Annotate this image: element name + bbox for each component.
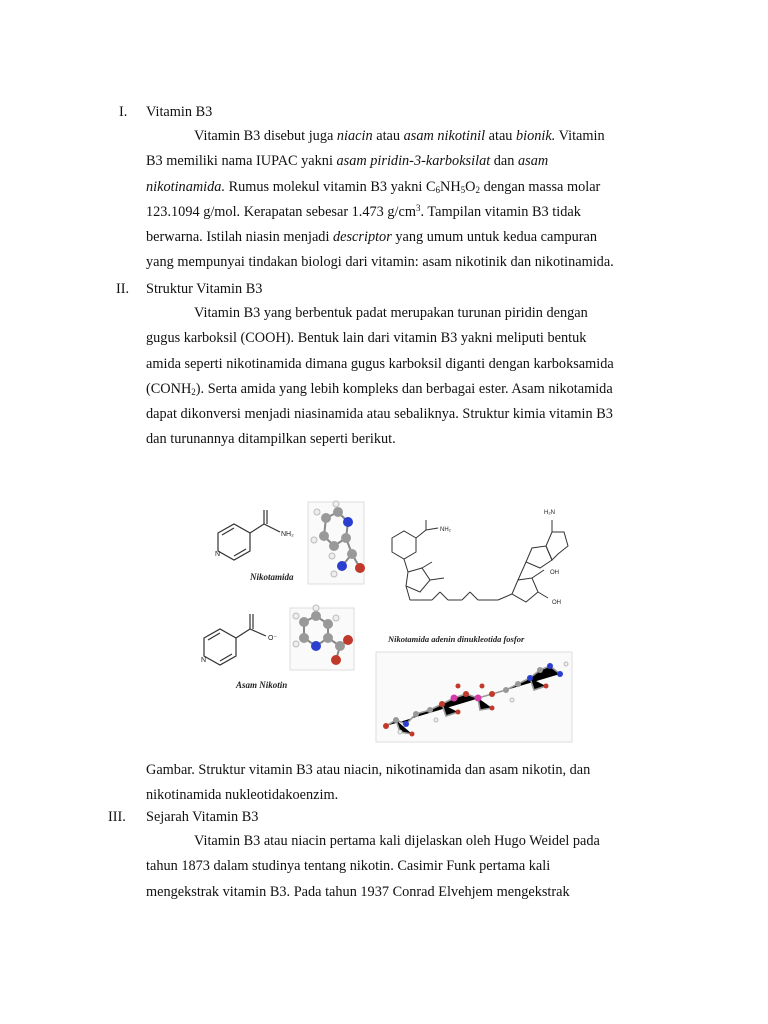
nad-oh-atom-1: OH <box>550 570 559 576</box>
nad-skeletal-structure <box>392 520 568 602</box>
nicotinic-acid-skeletal-structure <box>204 614 266 665</box>
nad-oh-atom-2: OH <box>552 600 561 606</box>
paragraph-line: amida seperti nikotinamida dimana gugus karboksil diganti dengan karboksamida <box>146 355 614 372</box>
paragraph-line: gugus karboksil (COOH). Bentuk lain dari vitamin B3 yakni meliputi bentuk <box>146 330 587 347</box>
paragraph-line: Vitamin B3 yang berbentuk padat merupakan turunan piridin dengan <box>194 305 588 321</box>
paragraph-line: yang mempunyai tindakan biologi dari vitamin: asam nikotinik dan nikotinamida. <box>146 254 614 271</box>
section-3-title: Sejarah Vitamin B3 <box>146 809 259 825</box>
paragraph-line: nikotinamida. Rumus molekul vitamin B3 yakni $C_6NH_5O_2$ dengan massa molar <box>146 178 601 195</box>
nicotinamide-n-atom: N <box>215 551 221 558</box>
nad-ball-model <box>376 652 572 742</box>
paragraph-line: 123.1094 g/mol. Kerapatan sebesar 1.473 $g/cm^3$. Tampilan vitamin B3 tidak <box>146 202 581 220</box>
section-1-numeral: I. <box>119 104 128 120</box>
paragraph-line: dapat dikonversi menjadi niasinamida atau sebaliknya. Struktur kimia vitamin B3 <box>146 406 613 423</box>
nicotinamide-nh2-atom: NH₂ <box>281 531 294 538</box>
section-1-title: Vitamin B3 <box>146 104 213 120</box>
nad-nh2-atom: NH₂ <box>440 527 451 533</box>
section-2-title: Struktur Vitamin B3 <box>146 281 263 297</box>
paragraph-line: tahun 1873 dalam studinya tentang nikotin. Casimir Funk pertama kali <box>146 858 551 875</box>
nicotinic-acid-o-atom: O⁻ <box>268 635 278 642</box>
section-1-paragraph <box>146 124 666 276</box>
section-3-numeral: III. <box>108 809 126 825</box>
figure-caption <box>146 758 666 809</box>
section-2-paragraph <box>146 301 666 453</box>
caption-line-2: nikotinamida nukleotidakoenzim. <box>146 787 339 804</box>
nicotinamide-ball-model <box>308 501 365 584</box>
nicotinic-acid-label: Asam Nikotin <box>236 680 288 690</box>
section-3-paragraph <box>146 829 666 905</box>
paragraph-line: Vitamin B3 atau niacin pertama kali dijelaskan oleh Hugo Weidel pada <box>194 833 600 849</box>
paragraph-line: dan turunannya ditampilkan seperti berikut. <box>146 431 396 448</box>
section-2-numeral: II. <box>116 281 130 297</box>
nicotinic-acid-n-atom: N <box>201 657 207 664</box>
paragraph-line: berwarna. Istilah niasin menjadi descriptor yang umum untuk kedua campuran <box>146 229 598 246</box>
paragraph-line: mengekstrak vitamin B3. Pada tahun 1937 Conrad Elvehjem mengekstrak <box>146 883 570 900</box>
nicotinamide-skeletal-structure <box>218 510 280 560</box>
paragraph-line: B3 memiliki nama IUPAC yakni asam piridin-3-karboksilat dan asam <box>146 153 549 170</box>
nicotinamide-label: Nikotamida <box>250 572 294 582</box>
nad-h2n-atom: H₂N <box>544 510 555 516</box>
caption-line-1: Gambar. Struktur vitamin B3 atau niacin, nikotinamida dan asam nikotin, dan <box>146 762 591 778</box>
vitamin-b3-structures-figure <box>196 498 678 746</box>
nad-label: Nikotamida adenin dinukleotida fosfor <box>388 634 525 644</box>
paragraph-line: $(CONH_2)$. Serta amida yang lebih kompleks dan berbagai ester. Asam nikotamida <box>146 380 613 397</box>
paragraph-line: Vitamin B3 disebut juga niacin atau asam nikotinil atau bionik. Vitamin <box>194 128 605 144</box>
nicotinic-acid-ball-model <box>290 605 354 670</box>
